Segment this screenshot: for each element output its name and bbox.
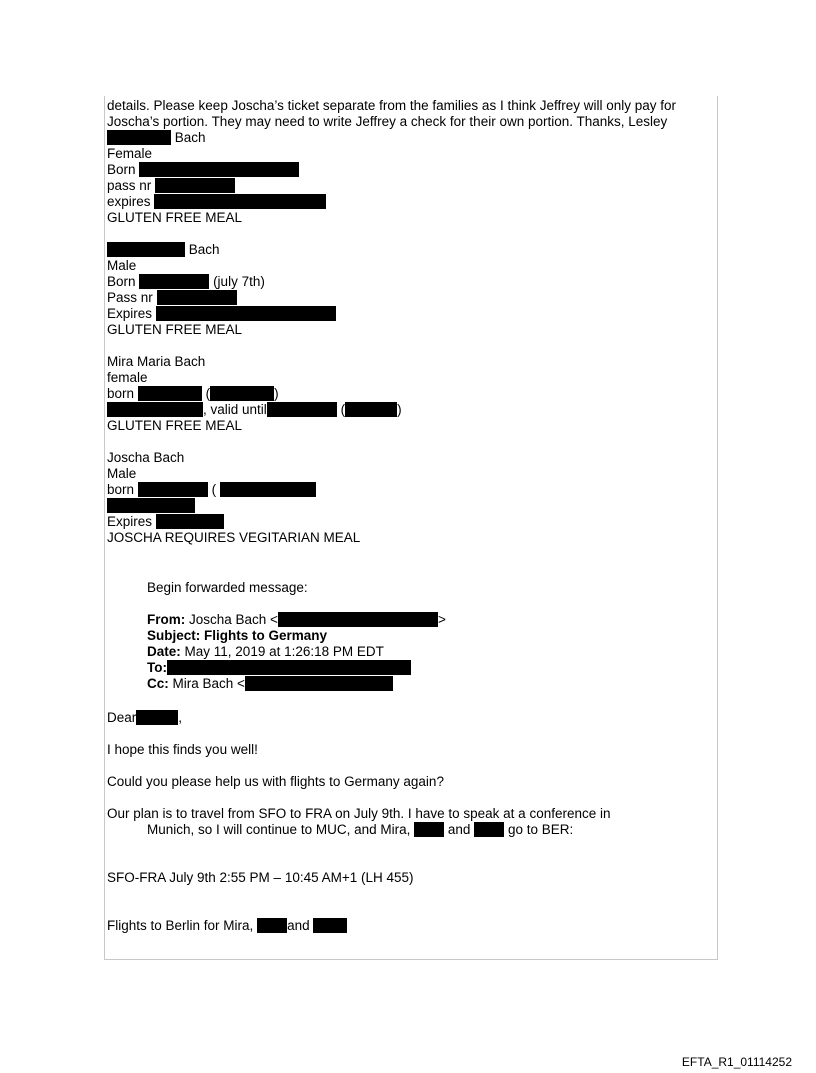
redaction-bar — [107, 498, 195, 513]
p3-meal: GLUTEN FREE MEAL — [107, 418, 243, 433]
para-3-text-b: and — [447, 822, 471, 837]
p1-meal: GLUTEN FREE MEAL — [107, 210, 243, 225]
redaction-bar — [345, 402, 397, 417]
from-line — [147, 612, 446, 628]
para-1: I hope this finds you well! — [107, 742, 258, 757]
subject-label: Subject: — [147, 628, 201, 643]
redaction-bar — [267, 402, 337, 417]
redaction-bar — [107, 402, 203, 417]
p1-born-label: Born — [107, 162, 136, 177]
redaction-bar — [107, 130, 171, 145]
para-2: Could you please help us with flights to Germany again? — [107, 774, 444, 789]
para-3-text-a: Munich, so I will continue to MUC, and Mira, — [147, 822, 411, 837]
p1-born-line — [107, 162, 299, 178]
redaction-bar — [313, 918, 347, 933]
date-value: May 11, 2019 at 1:26:18 PM EDT — [184, 644, 384, 659]
redaction-bar — [139, 274, 209, 289]
date-line — [147, 644, 384, 660]
p3-name: Mira Maria Bach — [107, 354, 206, 369]
redaction-bar — [138, 386, 202, 401]
p3-gender: female — [107, 370, 148, 385]
redaction-bar — [138, 482, 208, 497]
p2-born-note: (july 7th) — [213, 274, 265, 289]
intro-line-2: Joscha’s portion. They may need to write Jeffrey a check for their own portion. Thanks, Lesley — [107, 114, 668, 129]
redaction-bar — [245, 676, 393, 691]
to-label: To: — [147, 660, 167, 675]
document-id: EFTA_R1_01114252 — [681, 1055, 792, 1069]
forward-intro: Begin forwarded message: — [147, 580, 308, 595]
p2-expires-line — [107, 306, 336, 322]
p3-born-line — [107, 386, 279, 402]
redaction-bar — [474, 822, 504, 837]
p3-valid-text: , valid until — [203, 402, 267, 417]
p1-gender: Female — [107, 146, 153, 161]
p3-passport-line — [107, 402, 402, 418]
p3-born-label: born — [107, 386, 135, 401]
redaction-bar — [154, 194, 326, 209]
p1-pass-label: pass nr — [107, 178, 152, 193]
redaction-bar — [167, 660, 411, 675]
berlin-text-a: Flights to Berlin for Mira, — [107, 918, 254, 933]
p2-surname: Bach — [188, 242, 220, 257]
p1-name-line — [107, 130, 206, 146]
paren-close: ) — [397, 402, 402, 417]
p2-name-line — [107, 242, 220, 258]
p4-gender: Male — [107, 466, 137, 481]
p4-name: Joscha Bach — [107, 450, 185, 465]
redaction-bar — [220, 482, 316, 497]
p1-surname: Bach — [174, 130, 206, 145]
p2-born-line — [107, 274, 265, 290]
p4-passport-line — [107, 498, 195, 514]
redaction-bar — [157, 290, 237, 305]
redaction-bar — [257, 918, 287, 933]
redaction-bar — [136, 710, 178, 725]
paren-close: ) — [274, 386, 279, 401]
para-3-text-c: go to BER: — [507, 822, 574, 837]
paren-open: ( — [340, 402, 346, 417]
p2-expires-label: Expires — [107, 306, 153, 321]
p4-born-line — [107, 482, 316, 498]
greeting: Dear — [107, 710, 137, 725]
p2-born-label: Born — [107, 274, 136, 289]
p4-born-label: born — [107, 482, 135, 497]
p2-pass-label: Pass nr — [107, 290, 153, 305]
redaction-bar — [156, 514, 224, 529]
p2-gender: Male — [107, 258, 137, 273]
date-label: Date: — [147, 644, 181, 659]
redaction-bar — [156, 306, 336, 321]
redaction-bar — [139, 162, 299, 177]
berlin-line — [107, 918, 347, 934]
cc-value: Mira Bach < — [172, 676, 245, 691]
from-end: > — [437, 612, 446, 627]
para-3-line-1: Our plan is to travel from SFO to FRA on July 9th. I have to speak at a conference in — [107, 806, 611, 821]
redaction-bar — [278, 612, 438, 627]
p2-pass-line — [107, 290, 237, 306]
cc-label: Cc: — [147, 676, 169, 691]
subject-value: Flights to Germany — [204, 628, 328, 643]
redaction-bar — [107, 242, 185, 257]
to-line — [147, 660, 411, 676]
redaction-bar — [210, 386, 274, 401]
redaction-bar — [414, 822, 444, 837]
from-value: Joscha Bach < — [189, 612, 278, 627]
p2-meal: GLUTEN FREE MEAL — [107, 322, 243, 337]
subject-line — [147, 628, 327, 644]
para-3-line-2 — [147, 822, 573, 838]
paren-open: ( — [211, 482, 217, 497]
intro-line-1: details. Please keep Joscha’s ticket separate from the families as I think Jeffrey will only pay for — [107, 98, 677, 113]
greeting-comma: , — [178, 710, 183, 725]
p4-expires-line — [107, 514, 224, 530]
p4-expires-label: Expires — [107, 514, 153, 529]
p1-expires-line — [107, 194, 326, 210]
p4-meal: JOSCHA REQUIRES VEGITARIAN MEAL — [107, 530, 361, 545]
p1-pass-line — [107, 178, 235, 194]
p1-expires-label: expires — [107, 194, 151, 209]
paren-open: ( — [205, 386, 211, 401]
flight-line: SFO-FRA July 9th 2:55 PM – 10:45 AM+1 (LH 455) — [107, 870, 414, 885]
berlin-text-b: and — [287, 918, 310, 933]
cc-line — [147, 676, 393, 692]
greeting-line — [107, 710, 182, 726]
from-label: From: — [147, 612, 186, 627]
redaction-bar — [155, 178, 235, 193]
